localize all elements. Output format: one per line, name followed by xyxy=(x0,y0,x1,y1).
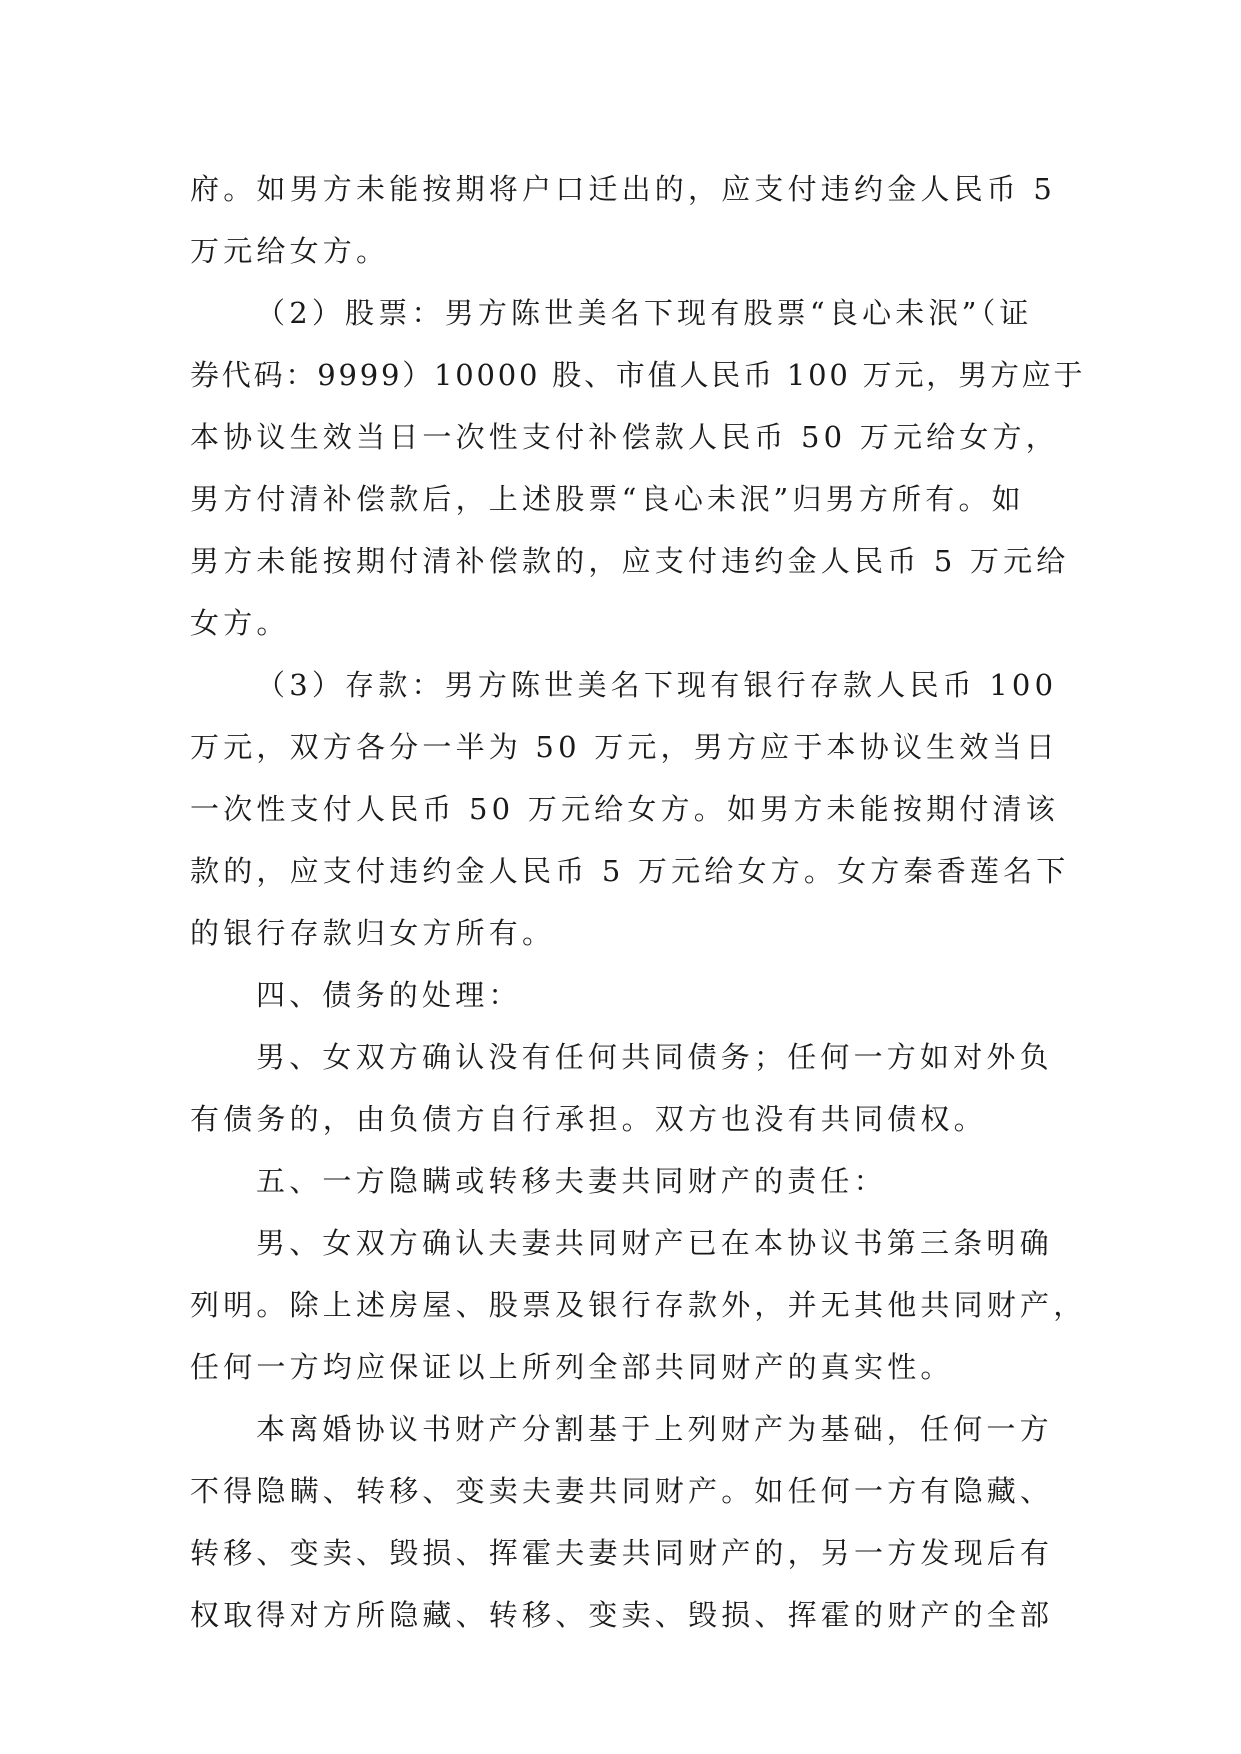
text-line: 本协议生效当日一次性支付补偿款人民币 50 万元给女方， xyxy=(190,420,1059,454)
text-line: 列明。除上述房屋、股票及银行存款外，并无其他共同财产， xyxy=(190,1288,1087,1322)
document-body xyxy=(190,158,1087,1646)
text-line: 不得隐瞒、转移、变卖夫妻共同财产。如任何一方有隐藏、 xyxy=(190,1474,1054,1508)
section-heading: 四、债务的处理： xyxy=(256,978,522,1012)
text-line: 男方未能按期付清补偿款的，应支付违约金人民币 5 万元给 xyxy=(190,544,1070,578)
section-heading: 五、一方隐瞒或转移夫妻共同财产的责任： xyxy=(256,1164,887,1198)
text-line: 转移、变卖、毁损、挥霍夫妻共同财产的，另一方发现后有 xyxy=(190,1536,1054,1570)
text-line: 本离婚协议书财产分割基于上列财产为基础，任何一方 xyxy=(256,1412,1053,1446)
text-line: 男、女双方确认没有任何共同债务；任何一方如对外负 xyxy=(256,1040,1053,1074)
text-line: 权取得对方所隐藏、转移、变卖、毁损、挥霍的财产的全部 xyxy=(190,1598,1054,1632)
text-line: 男方付清补偿款后，上述股票“良心未泯”归男方所有。如 xyxy=(190,482,1025,516)
text-line: 的银行存款归女方所有。 xyxy=(190,916,556,950)
text-line: 万元，双方各分一半为 50 万元，男方应于本协议生效当日 xyxy=(190,730,1059,764)
text-line: 万元给女方。 xyxy=(190,234,390,268)
text-line: 款的，应支付违约金人民币 5 万元给女方。女方秦香莲名下 xyxy=(190,854,1070,888)
text-line: 券代码：9999）10000 股、市值人民币 100 万元，男方应于 xyxy=(190,358,1086,392)
text-line: 府。如男方未能按期将户口迁出的，应支付违约金人民币 5 xyxy=(190,172,1057,206)
text-line: 一次性支付人民币 50 万元给女方。如男方未能按期付清该 xyxy=(190,792,1059,826)
text-line: 任何一方均应保证以上所列全部共同财产的真实性。 xyxy=(190,1350,954,1384)
text-line: 有债务的，由负债方自行承担。双方也没有共同债权。 xyxy=(190,1102,987,1136)
text-line: 女方。 xyxy=(190,606,290,640)
text-line: （3）存款：男方陈世美名下现有银行存款人民币 100 xyxy=(256,668,1058,702)
text-line: （2）股票：男方陈世美名下现有股票“良心未泯”（证 xyxy=(256,296,1033,330)
text-line: 男、女双方确认夫妻共同财产已在本协议书第三条明确 xyxy=(256,1226,1053,1260)
